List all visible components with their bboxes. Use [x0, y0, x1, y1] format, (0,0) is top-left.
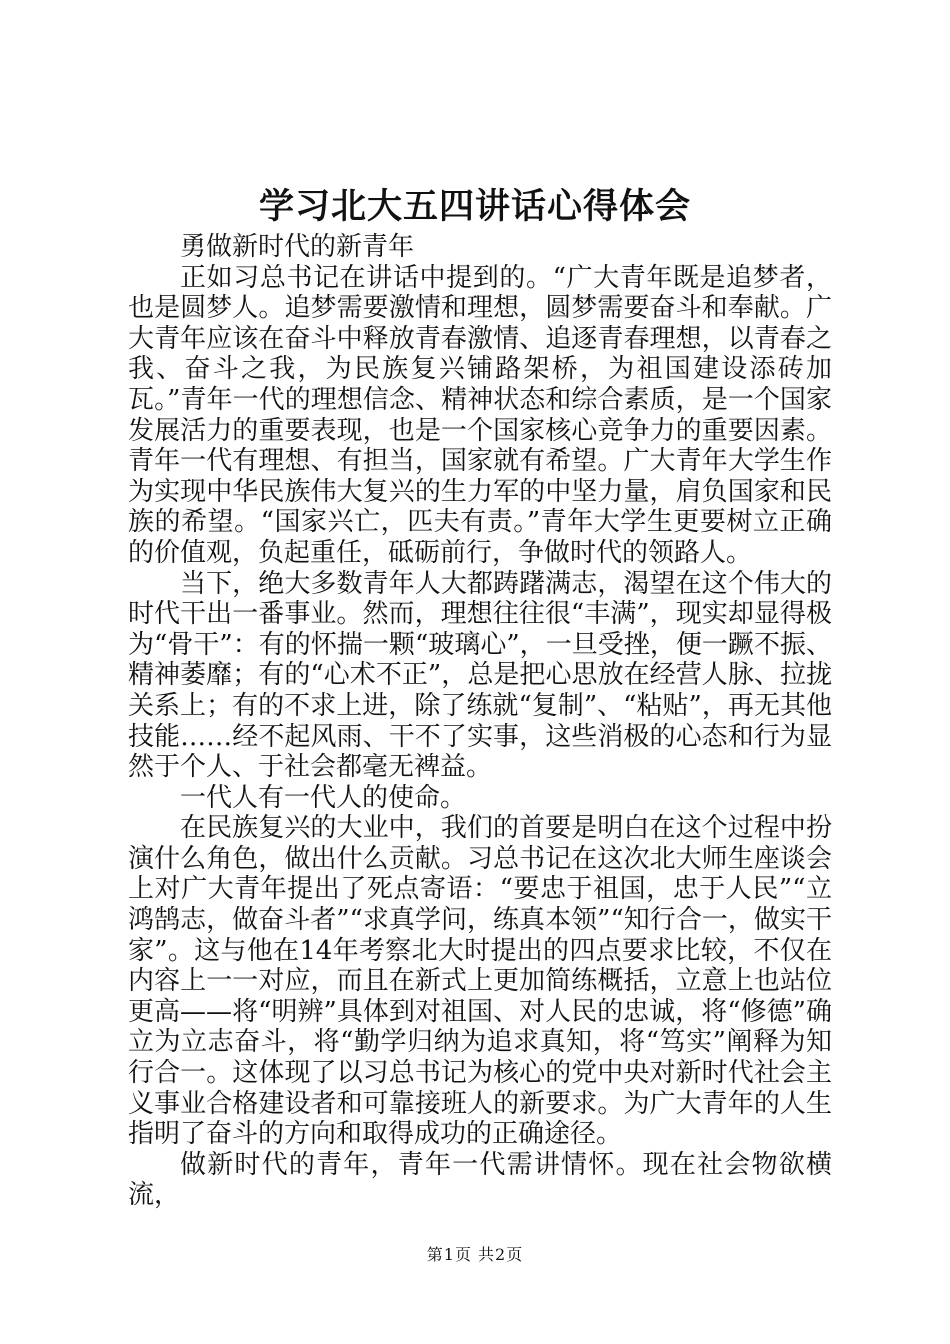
paragraph-3: 一代人有一代人的使命。	[180, 782, 467, 813]
document-title: 学习北大五四讲话心得体会	[258, 187, 691, 227]
document-body	[128, 232, 832, 1211]
paragraph-2: 当下，绝大多数青年人大都踌躇满志，渴望在这个伟大的时代干出一番事业。然而，理想往往很“丰满”，现实却显得极为“骨干”：有的怀揣一颗“玻璃心”，一旦受挫，便一蹶不振、精神萎靡；有的“心术不正”，总是把心思放在经营人脉、拉拢关系上；有的不求上进，除了练就“复制”、“粘贴”，再无其他技能……经不起风雨、干不了实事，这些消极的心态和行为显然于个人、于社会都毫无裨益。	[128, 568, 832, 783]
paragraph-4: 在民族复兴的大业中，我们的首要是明白在这个过程中扮演什么角色，做出什么贡献。习总书记在这次北大师生座谈会上对广大青年提出了死点寄语：“要忠于祖国，忠于人民”“立鸿鹄志，做奋斗者”“求真学问，练真本领”“知行合一，做实干家”。这与他在14年考察北大时提出的四点要求比较，不仅在内容上一一对应，而且在新式上更加简练概括，立意上也站位更高——将“明辨”具体到对祖国、对人民的忠诚，将“修德”确立为立志奋斗，将“勤学归纳为追求真知，将“笃实”阐释为知行合一。这体现了以习总书记为核心的党中央对新时代社会主义事业合格建设者和可靠接班人的新要求。为广大青年的人生指明了奋斗的方向和取得成功的正确途径。	[128, 813, 832, 1150]
paragraph-1: 正如习总书记在讲话中提到的。“广大青年既是追梦者，也是圆梦人。追梦需要激情和理想，圆梦需要奋斗和奉献。广大青年应该在奋斗中释放青春激情、追逐青春理想，以青春之我、奋斗之我，为民族复兴铺路架桥，为祖国建设添砖加瓦。”青年一代的理想信念、精神状态和综合素质，是一个国家发展活力的重要表现，也是一个国家核心竞争力的重要因素。青年一代有理想、有担当，国家就有希望。广大青年大学生作为实现中华民族伟大复兴的生力军的中坚力量，肩负国家和民族的希望。“国家兴亡，匹夫有责。”青年大学生更要树立正确的价值观，负起重任，砥砺前行，争做时代的领路人。	[128, 262, 832, 568]
paragraph-subtitle: 勇做新时代的新青年	[180, 232, 415, 262]
page-footer: 第1页 共2页	[426, 1245, 524, 1264]
paragraph-5: 做新时代的青年，青年一代需讲情怀。现在社会物欲横流，	[128, 1149, 832, 1211]
